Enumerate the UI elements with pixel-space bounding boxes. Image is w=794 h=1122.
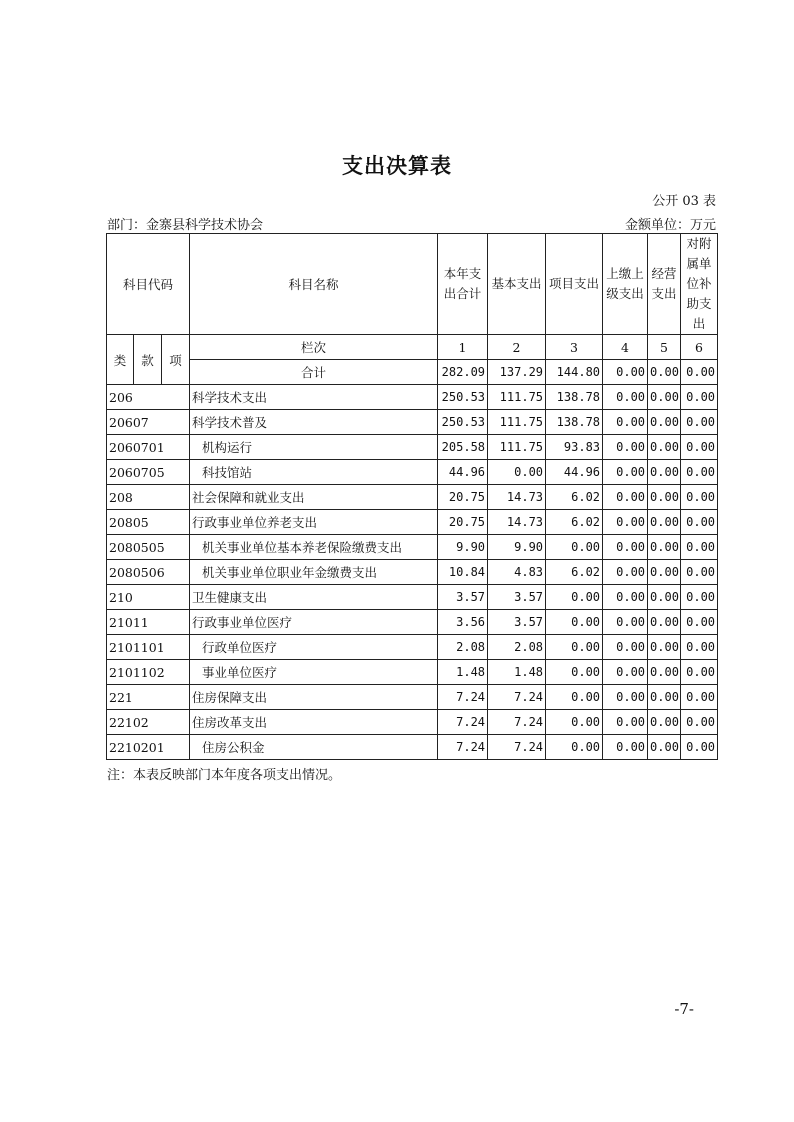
basic-expense-cell: 3.57 [488, 585, 546, 610]
total-expense-cell: 20.75 [438, 510, 488, 535]
subject-name: 科学技术普及 [190, 410, 438, 435]
operating-expense-cell: 0.00 [648, 510, 681, 535]
operating-expense-cell: 0.00 [648, 535, 681, 560]
header-xiang: 项 [162, 335, 190, 385]
subsidy-affiliates-cell: 0.00 [681, 560, 718, 585]
project-expense-cell: 0.00 [546, 685, 603, 710]
remit-superior-cell: 0.00 [603, 535, 648, 560]
table-row [107, 660, 718, 685]
subject-name: 社会保障和就业支出 [190, 485, 438, 510]
total-cell: 0.00 [648, 360, 681, 385]
header-operating-expense: 经营支出 [648, 234, 681, 335]
remit-superior-cell: 0.00 [603, 710, 648, 735]
total-expense-cell: 20.75 [438, 485, 488, 510]
table-number: 公开 03 表 [652, 194, 716, 209]
subsidy-affiliates-cell: 0.00 [681, 435, 718, 460]
subsidy-affiliates-cell: 0.00 [681, 610, 718, 635]
remit-superior-cell: 0.00 [603, 660, 648, 685]
table-row [107, 585, 718, 610]
table-row [107, 535, 718, 560]
table-row [107, 710, 718, 735]
subject-code: 20607 [107, 410, 190, 435]
project-expense-cell: 6.02 [546, 560, 603, 585]
header-row [107, 234, 718, 335]
total-cell: 144.80 [546, 360, 603, 385]
basic-expense-cell: 111.75 [488, 385, 546, 410]
total-expense-cell: 7.24 [438, 685, 488, 710]
subject-name: 机关事业单位基本养老保险缴费支出 [190, 535, 438, 560]
column-index-5: 5 [648, 335, 681, 360]
column-index-row [107, 335, 718, 360]
total-expense-cell: 250.53 [438, 410, 488, 435]
subject-code: 2210201 [107, 735, 190, 760]
subsidy-affiliates-cell: 0.00 [681, 460, 718, 485]
subject-name: 卫生健康支出 [190, 585, 438, 610]
header-remit-superior: 上缴上级支出 [603, 234, 648, 335]
project-expense-cell: 93.83 [546, 435, 603, 460]
expenditure-table [106, 233, 718, 760]
subject-name: 事业单位医疗 [190, 660, 438, 685]
operating-expense-cell: 0.00 [648, 435, 681, 460]
project-expense-cell: 6.02 [546, 485, 603, 510]
total-expense-cell: 44.96 [438, 460, 488, 485]
subject-code: 2080506 [107, 560, 190, 585]
table-row [107, 485, 718, 510]
basic-expense-cell: 3.57 [488, 610, 546, 635]
basic-expense-cell: 9.90 [488, 535, 546, 560]
total-cell: 137.29 [488, 360, 546, 385]
table-row [107, 735, 718, 760]
subsidy-affiliates-cell: 0.00 [681, 710, 718, 735]
remit-superior-cell: 0.00 [603, 610, 648, 635]
meta-row [107, 214, 716, 233]
project-expense-cell: 138.78 [546, 410, 603, 435]
project-expense-cell: 138.78 [546, 385, 603, 410]
operating-expense-cell: 0.00 [648, 460, 681, 485]
header-lei: 类 [107, 335, 134, 385]
basic-expense-cell: 7.24 [488, 735, 546, 760]
subsidy-affiliates-cell: 0.00 [681, 535, 718, 560]
page-number: -7- [674, 1000, 694, 1018]
total-label: 合计 [190, 360, 438, 385]
subsidy-affiliates-cell: 0.00 [681, 510, 718, 535]
subject-code: 2101101 [107, 635, 190, 660]
subject-name: 机构运行 [190, 435, 438, 460]
operating-expense-cell: 0.00 [648, 385, 681, 410]
remit-superior-cell: 0.00 [603, 460, 648, 485]
subject-code: 2080505 [107, 535, 190, 560]
column-index-1: 1 [438, 335, 488, 360]
subject-code: 2101102 [107, 660, 190, 685]
total-cell: 0.00 [681, 360, 718, 385]
project-expense-cell: 0.00 [546, 660, 603, 685]
header-code: 科目代码 [107, 234, 190, 335]
basic-expense-cell: 0.00 [488, 460, 546, 485]
table-row [107, 685, 718, 710]
column-index-3: 3 [546, 335, 603, 360]
basic-expense-cell: 7.24 [488, 685, 546, 710]
department-label: 部门：金寨县科学技术协会 [107, 218, 264, 233]
table-row [107, 560, 718, 585]
header-name: 科目名称 [190, 234, 438, 335]
project-expense-cell: 44.96 [546, 460, 603, 485]
subject-name: 行政事业单位医疗 [190, 610, 438, 635]
operating-expense-cell: 0.00 [648, 660, 681, 685]
subject-code: 20805 [107, 510, 190, 535]
total-expense-cell: 205.58 [438, 435, 488, 460]
subsidy-affiliates-cell: 0.00 [681, 485, 718, 510]
unit-label: 金额单位：万元 [624, 218, 716, 233]
table-row [107, 510, 718, 535]
total-cell: 0.00 [603, 360, 648, 385]
subsidy-affiliates-cell: 0.00 [681, 635, 718, 660]
total-expense-cell: 3.57 [438, 585, 488, 610]
operating-expense-cell: 0.00 [648, 735, 681, 760]
subsidy-affiliates-cell: 0.00 [681, 385, 718, 410]
total-expense-cell: 10.84 [438, 560, 488, 585]
project-expense-cell: 0.00 [546, 610, 603, 635]
remit-superior-cell: 0.00 [603, 485, 648, 510]
basic-expense-cell: 4.83 [488, 560, 546, 585]
total-cell: 282.09 [438, 360, 488, 385]
table-row [107, 610, 718, 635]
page-title: 支出决算表 [342, 154, 452, 178]
header-total-expense: 本年支出合计 [438, 234, 488, 335]
basic-expense-cell: 14.73 [488, 485, 546, 510]
subsidy-affiliates-cell: 0.00 [681, 660, 718, 685]
total-expense-cell: 2.08 [438, 635, 488, 660]
project-expense-cell: 0.00 [546, 635, 603, 660]
subject-code: 2060705 [107, 460, 190, 485]
project-expense-cell: 0.00 [546, 535, 603, 560]
subject-code: 206 [107, 385, 190, 410]
operating-expense-cell: 0.00 [648, 710, 681, 735]
header-lanci: 栏次 [190, 335, 438, 360]
subject-code: 21011 [107, 610, 190, 635]
basic-expense-cell: 7.24 [488, 710, 546, 735]
project-expense-cell: 6.02 [546, 510, 603, 535]
remit-superior-cell: 0.00 [603, 385, 648, 410]
total-expense-cell: 3.56 [438, 610, 488, 635]
subject-code: 22102 [107, 710, 190, 735]
remit-superior-cell: 0.00 [603, 510, 648, 535]
remit-superior-cell: 0.00 [603, 735, 648, 760]
table-row [107, 635, 718, 660]
total-expense-cell: 250.53 [438, 385, 488, 410]
total-expense-cell: 7.24 [438, 735, 488, 760]
subject-name: 机关事业单位职业年金缴费支出 [190, 560, 438, 585]
subsidy-affiliates-cell: 0.00 [681, 685, 718, 710]
basic-expense-cell: 14.73 [488, 510, 546, 535]
subject-code: 221 [107, 685, 190, 710]
operating-expense-cell: 0.00 [648, 560, 681, 585]
operating-expense-cell: 0.00 [648, 610, 681, 635]
remit-superior-cell: 0.00 [603, 585, 648, 610]
remit-superior-cell: 0.00 [603, 635, 648, 660]
operating-expense-cell: 0.00 [648, 485, 681, 510]
table-row [107, 435, 718, 460]
project-expense-cell: 0.00 [546, 735, 603, 760]
total-expense-cell: 9.90 [438, 535, 488, 560]
footnote: 注：本表反映部门本年度各项支出情况。 [107, 768, 342, 783]
project-expense-cell: 0.00 [546, 585, 603, 610]
basic-expense-cell: 2.08 [488, 635, 546, 660]
column-index-6: 6 [681, 335, 718, 360]
subsidy-affiliates-cell: 0.00 [681, 735, 718, 760]
header-basic-expense: 基本支出 [488, 234, 546, 335]
basic-expense-cell: 1.48 [488, 660, 546, 685]
total-expense-cell: 1.48 [438, 660, 488, 685]
basic-expense-cell: 111.75 [488, 435, 546, 460]
column-index-4: 4 [603, 335, 648, 360]
header-kuan: 款 [134, 335, 162, 385]
table-row [107, 460, 718, 485]
basic-expense-cell: 111.75 [488, 410, 546, 435]
total-row [107, 360, 718, 385]
total-expense-cell: 7.24 [438, 710, 488, 735]
subject-code: 210 [107, 585, 190, 610]
column-index-2: 2 [488, 335, 546, 360]
operating-expense-cell: 0.00 [648, 585, 681, 610]
remit-superior-cell: 0.00 [603, 685, 648, 710]
project-expense-cell: 0.00 [546, 710, 603, 735]
subject-name: 行政事业单位养老支出 [190, 510, 438, 535]
subject-code: 2060701 [107, 435, 190, 460]
remit-superior-cell: 0.00 [603, 435, 648, 460]
subsidy-affiliates-cell: 0.00 [681, 410, 718, 435]
subject-name: 住房保障支出 [190, 685, 438, 710]
operating-expense-cell: 0.00 [648, 685, 681, 710]
operating-expense-cell: 0.00 [648, 410, 681, 435]
remit-superior-cell: 0.00 [603, 560, 648, 585]
table-row [107, 385, 718, 410]
subsidy-affiliates-cell: 0.00 [681, 585, 718, 610]
header-subsidy-affiliates: 对附属单位补助支出 [681, 234, 718, 335]
subject-code: 208 [107, 485, 190, 510]
table-row [107, 410, 718, 435]
subject-name: 科学技术支出 [190, 385, 438, 410]
operating-expense-cell: 0.00 [648, 635, 681, 660]
subject-name: 住房改革支出 [190, 710, 438, 735]
remit-superior-cell: 0.00 [603, 410, 648, 435]
subject-name: 科技馆站 [190, 460, 438, 485]
header-project-expense: 项目支出 [546, 234, 603, 335]
subject-name: 住房公积金 [190, 735, 438, 760]
subject-name: 行政单位医疗 [190, 635, 438, 660]
table-body [107, 385, 718, 760]
